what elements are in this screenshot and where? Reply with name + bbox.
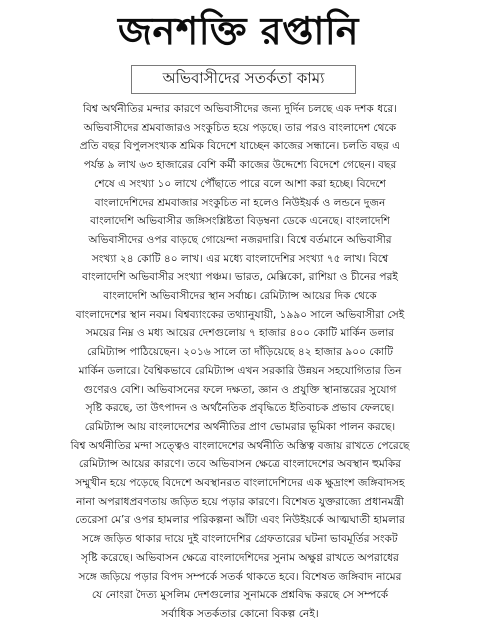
article-body-line: বাংলাদেশি অভিবাসীর জঙ্গিসংশ্লিষ্টতা বিড়ম্বনা ডেকে এনেছে। বাংলাদেশি	[90, 215, 390, 228]
article-body-line: পর্যন্ত ৯ লাখ ৬৩ হাজারের বেশি কর্মী কাজের উদ্দেশ্যে বিদেশে গেছেন। বছর	[83, 159, 397, 172]
subheadline-box	[131, 65, 356, 94]
subheadline: অভিবাসীদের সতর্কতা কাম্য	[162, 69, 325, 87]
article-body-line: রেমিট্যান্স পাঠিয়েছেন। ২০১৬ সালে তা দাঁড়িয়েছে ৪২ হাজার ৯০০ কোটি	[86, 346, 394, 359]
article-body-line: বাংলাদেশের স্থান নবম। বিশ্বব্যাংকের তথ্যানুযায়ী, ১৯৯০ সালে অভিবাসীরা সেই	[75, 308, 405, 321]
article-body	[14, 100, 466, 624]
article-body-line: সৃষ্টি করেছে। অভিবাসন ক্ষেত্রে বাংলাদেশিদের সুনাম অক্ষুণ্ণ রাখতে অপরাধের	[81, 551, 399, 564]
article-body-line: গুণেরও বেশি। অভিবাসনের ফলে দক্ষতা, জ্ঞান ও প্রযুক্তি স্থানান্তরের সুযোগ	[83, 383, 397, 396]
article-body-line: প্রতি বছর বিপুলসংখ্যক শ্রমিক বিদেশে যাচ্ছেন কাজের সন্ধানে। চলতি বছর এ	[79, 140, 401, 153]
article-body-line: নানা অপরাধপ্রবণতায় জড়িত হয়ে পড়ার কারণে। বিশেষত যুক্তরাজ্যে প্রধানমন্ত্রী	[76, 495, 404, 508]
article-body-line: সঙ্গে জড়িত থাকার দায়ে দুই বাংলাদেশির গ্রেফতারের ঘটনা ভাবমূর্তির সংকট	[82, 533, 398, 546]
article-body-line: বিশ্ব অর্থনীতির মন্দা সত্ত্বেও বাংলাদেশের অর্থনীতি অস্তিত্ব বজায় রাখতে পেরেছে	[70, 439, 410, 452]
article-body-line: অভিবাসীদের শ্রমবাজারও সংকুচিত হয়ে পড়ছে। তার পরও বাংলাদেশ থেকে	[83, 121, 397, 134]
article-body-line: সর্বাধিক সতর্কতার কোনো বিকল্প নেই।	[161, 607, 319, 620]
article-body-line: বাংলাদেশিদের শ্রমবাজার সংকুচিত না হলেও নিউইয়র্ক ও লন্ডনে দুজন	[94, 196, 386, 209]
article-body-line: রেমিট্যান্স আয়ের কারণে। তবে অভিবাসন ক্ষেত্রে বাংলাদেশের অবস্থান হুমকির	[78, 458, 402, 471]
article-body-line: রেমিট্যান্স আয় বাংলাদেশের অর্থনীতির প্রাণ ভোমরার ভূমিকা পালন করছে।	[84, 420, 396, 433]
article-body-line: তেরেসা মে’র ওপর হামলার পরিকল্পনা আঁটা এবং নিউইয়র্কে আত্মঘাতী হামলার	[75, 514, 405, 527]
article-body-line: সঙ্গে জড়িয়ে পড়ার বিপদ সম্পর্কে সতর্ক থাকতে হবে। বিশেষত জঙ্গিবাদ নামের	[78, 570, 402, 583]
article-body-line: বিশ্ব অর্থনীতির মন্দার কারণে অভিবাসীদের জন্য দুর্দিন চলছে এক দশক ধরে।	[82, 103, 398, 115]
headline: জনশক্তি রপ্তানি	[118, 9, 359, 53]
article-body-line: সৃষ্টি করছে, তা উৎপাদন ও অর্থনৈতিক প্রবৃদ্ধিতে ইতিবাচক প্রভাব ফেলছে।	[85, 402, 395, 415]
article-body-line: অভিবাসীদের ওপর বাড়ছে গোয়েন্দা নজরদারি। বিশ্বে বর্তমানে অভিবাসীর	[88, 233, 392, 246]
article-body-line: যে নোংরা দৈত্য মুসলিম দেশগুলোর সুনামকে প্রশ্নবিদ্ধ করছে সে সম্পর্কে	[91, 589, 389, 602]
article-body-line: শেষে এ সংখ্যা ১০ লাখে পৌঁছাতে পারে বলে আশা করা হচ্ছে। বিদেশে	[94, 177, 386, 190]
article-body-line: বাংলাদেশি অভিবাসীর সংখ্যা পঞ্চম। ভারত, মেক্সিকো, রাশিয়া ও চীনের পরই	[82, 271, 398, 284]
article-body-line: সময়ের নিম্ন ও মধ্য আয়ের দেশগুলোয় ৭ হাজার ৪০০ কোটি মার্কিন ডলার	[85, 327, 395, 340]
article-body-line: মার্কিন ডলারে। বৈশ্বিকভাবে রেমিট্যান্স এখন সরকারি উন্নয়ন সহযোগিতার তিন	[78, 364, 402, 377]
article-body-line: সম্মুখীন হয়ে পড়েছে বিদেশে অবস্থানরত বাংলাদেশিদের এক ক্ষুদ্রাংশ জঙ্গিবাদসহ	[75, 477, 405, 490]
article-body-line: সংখ্যা ২৪ কোটি ৪০ লাখ। এর মধ্যে বাংলাদেশির সংখ্যা ৭৫ লাখ। বিশ্বে	[91, 252, 389, 265]
article-body-line: বাংলাদেশি অভিবাসীদের স্থান সর্বাচ্চ। রেমিট্যান্স আয়ের দিক থেকে	[103, 290, 377, 303]
